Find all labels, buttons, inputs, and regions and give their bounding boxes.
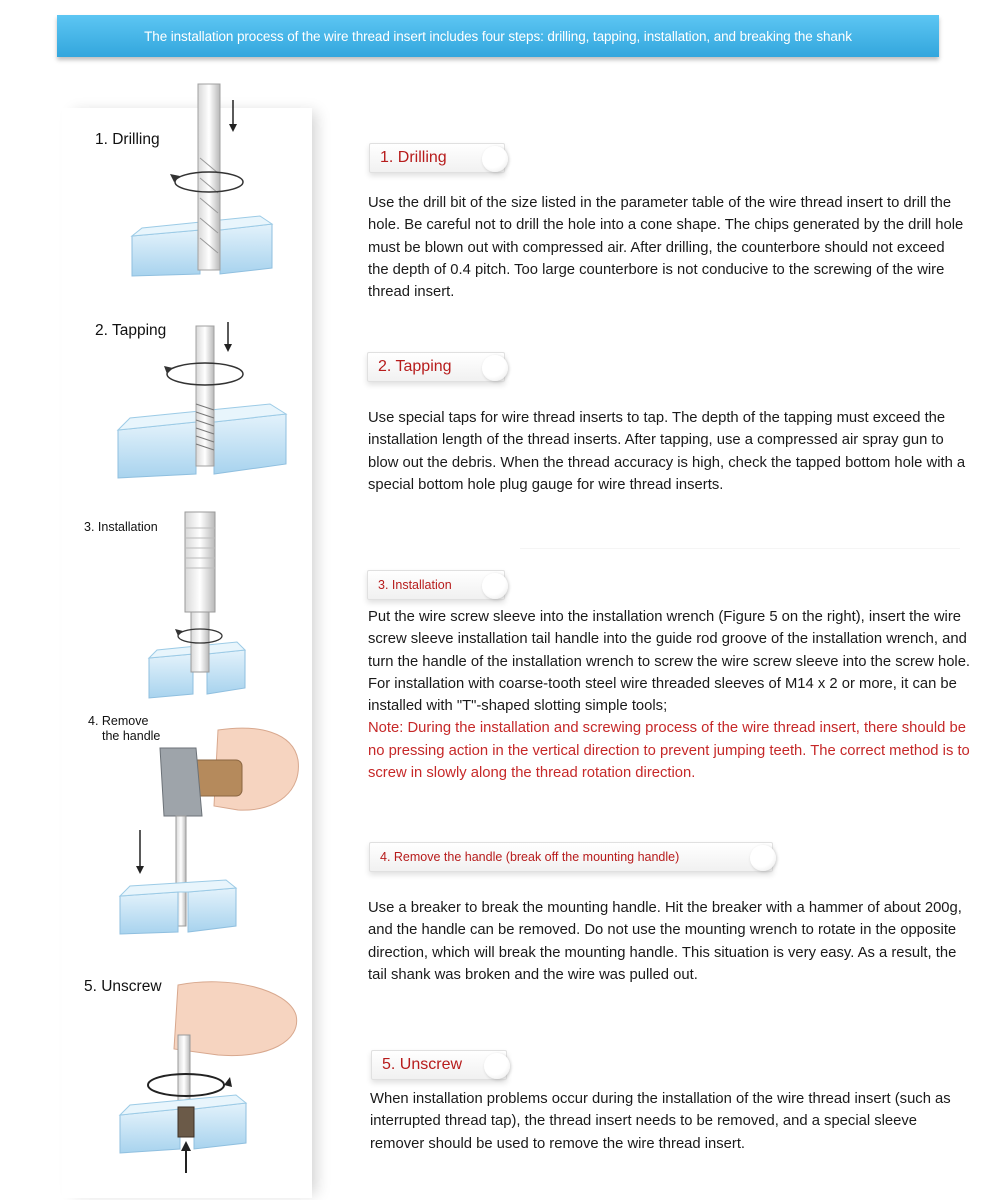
tapping-illustration	[110, 318, 290, 498]
remove-handle-illustration	[118, 720, 308, 950]
step-4-tab	[369, 842, 773, 872]
step-5-text: When installation problems occur during the installation of the wire thread insert (such as interrupted thread tap), the thread insert needs to be removed, and a special sleeve remover should be used to remove the wire thread insert.	[370, 1091, 951, 1152]
step-5-tab	[371, 1050, 507, 1080]
step-2-label: 2. Tapping	[95, 322, 167, 339]
step-2-tab	[367, 352, 505, 382]
step-5-label: 5. Unscrew	[84, 978, 162, 995]
step-2-text: Use special taps for wire thread inserts to tap. The depth of the tapping must exceed the installation length of the thread inserts. After tapping, use a compressed air spray gun to blow out the debris. When the thread accuracy is high, check the tapped bottom hole with a special bottom hole plug gauge for wire thread inserts.	[368, 410, 966, 493]
tab-knob-icon	[484, 1053, 510, 1079]
step-1-label: 1. Drilling	[95, 131, 160, 148]
tab-knob-icon	[482, 355, 508, 381]
step-4-text: Use a breaker to break the mounting handle. Hit the breaker with a hammer of about 200g, and the handle can be removed. Do not use the mounting wrench to rotate in the opposite direction, which will break the mounting handle. This situation is very easy. As a result, the tail shank was broken and the wire was pulled out.	[368, 900, 962, 983]
tab-knob-icon	[482, 146, 508, 172]
step-3-body: Put the wire screw sleeve into the installation wrench (Figure 5 on the right), insert the wire screw sleeve installation tail handle into the guide rod groove of the installation wrench, and turn the handle of the installation wrench to screw the wire screw sleeve into the screw hole. For installation with coarse-tooth steel wire threaded sleeves of M14 x 2 or more, it can be installed with "T"-shaped slotting simple tools;	[368, 609, 971, 715]
step-3-label: 3. Installation	[84, 520, 158, 534]
tab-knob-icon	[750, 845, 776, 871]
step-3-tab-label: 3. Installation	[378, 578, 452, 592]
unscrew-illustration	[118, 975, 298, 1175]
step-2-tab-label: 2. Tapping	[378, 358, 452, 375]
step-3-text	[368, 606, 984, 784]
title-banner: The installation process of the wire thread insert includes four steps: drilling, tapping, installation, and breaking the shank	[57, 15, 939, 57]
step-1-text: Use the drill bit of the size listed in the parameter table of the wire thread insert to drill the hole. Be careful not to drill the hole into a cone shape. The chips generated by the drill hole must be blown out with compressed air. After drilling, the counterbore should not exceed the depth of 0.4 pitch. Too large counterbore is not conducive to the screwing of the wire thread insert.	[368, 195, 964, 301]
step-4-tab-label: 4. Remove the handle (break off the mounting handle)	[380, 850, 680, 864]
step-3-tab	[367, 570, 505, 600]
step-1-tab-label: 1. Drilling	[380, 149, 447, 166]
step-5-tab-label: 5. Unscrew	[382, 1056, 463, 1073]
divider	[520, 548, 960, 549]
step-3-note: Note: During the installation and screwing process of the wire thread insert, there should be no pressing action in the vertical direction to prevent jumping teeth. The correct method is to screw in slowly along the thread rotation direction.	[368, 720, 970, 782]
installation-illustration	[145, 508, 255, 708]
tab-knob-icon	[482, 573, 508, 599]
step-1-tab	[369, 143, 505, 173]
step-4-label-line2: the handle	[102, 729, 161, 743]
drilling-illustration	[120, 78, 290, 288]
step-4-label-line1: 4. Remove	[88, 714, 149, 728]
